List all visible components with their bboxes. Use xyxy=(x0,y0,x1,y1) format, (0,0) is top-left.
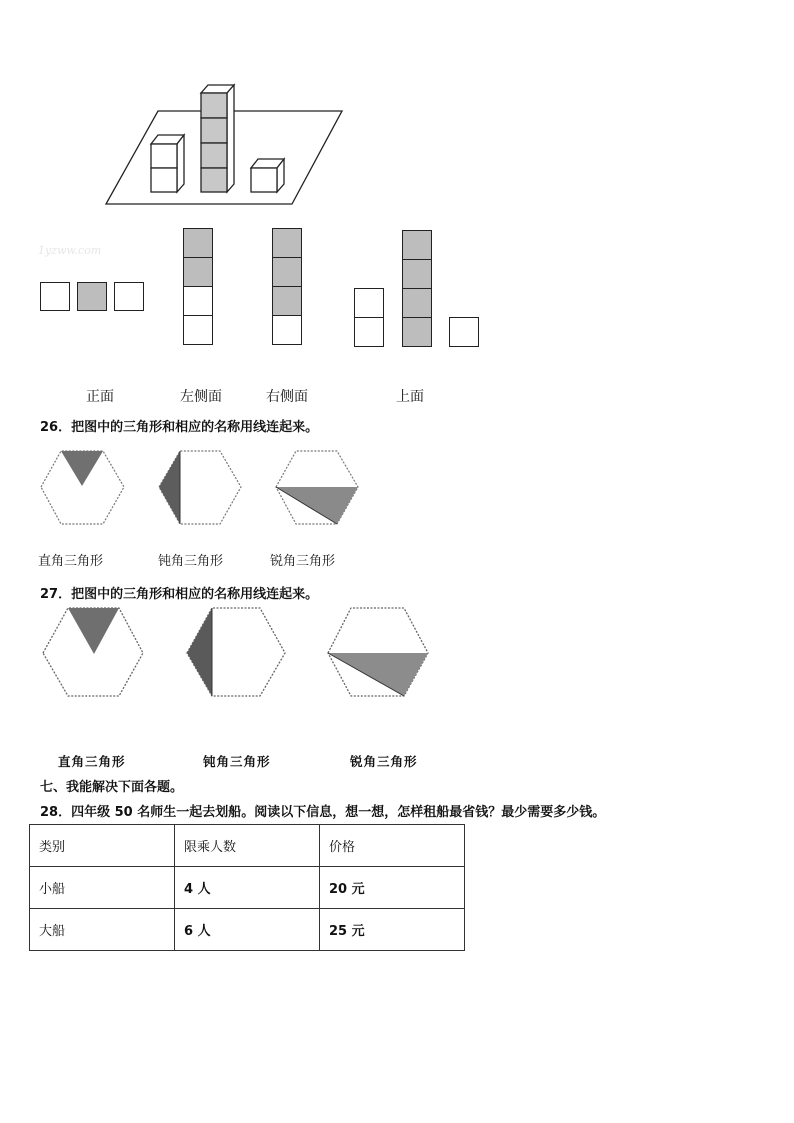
view-square-shaded xyxy=(272,286,302,316)
top-view-label: 上面 xyxy=(396,389,424,405)
view-square xyxy=(354,317,384,347)
table-header-cell: 价格 xyxy=(320,825,465,867)
view-square xyxy=(40,282,70,311)
table-cell: 6 人 xyxy=(175,909,320,951)
view-square-shaded xyxy=(77,282,107,311)
view-square-shaded xyxy=(402,288,432,318)
table-cell: 小船 xyxy=(30,867,175,909)
question-27: 27．把图中的三角形和相应的名称用线连起来。 xyxy=(40,587,319,602)
table-row xyxy=(30,909,465,951)
q26-name-right-triangle: 直角三角形 xyxy=(38,554,104,569)
table-header-row xyxy=(30,825,465,867)
table-header-cell: 类别 xyxy=(30,825,175,867)
table-cell: 20 元 xyxy=(320,867,465,909)
view-square-shaded xyxy=(402,230,432,260)
view-square xyxy=(272,315,302,345)
q27-name-acute-triangle: 锐角三角形 xyxy=(350,754,418,769)
view-square xyxy=(183,315,213,345)
q26-hexagons-figure xyxy=(38,448,368,528)
table-header-cell: 限乘人数 xyxy=(175,825,320,867)
table-row xyxy=(30,867,465,909)
q27-name-right-triangle: 直角三角形 xyxy=(58,754,126,769)
q27-name-obtuse-triangle: 钝角三角形 xyxy=(203,754,271,769)
view-square xyxy=(449,317,479,347)
view-square xyxy=(183,286,213,316)
view-square-shaded xyxy=(402,317,432,347)
view-square-shaded xyxy=(402,259,432,289)
view-square-shaded xyxy=(272,228,302,258)
cube-arrangement-figure xyxy=(100,80,350,210)
view-square-shaded xyxy=(272,257,302,287)
view-square-shaded xyxy=(183,228,213,258)
q27-hexagons-figure xyxy=(40,605,432,701)
front-view-label: 正面 xyxy=(86,389,114,405)
view-square-shaded xyxy=(183,257,213,287)
view-square xyxy=(114,282,144,311)
question-26: 26．把图中的三角形和相应的名称用线连起来。 xyxy=(40,420,319,435)
view-square xyxy=(354,288,384,318)
q26-name-obtuse-triangle: 钝角三角形 xyxy=(158,554,224,569)
question-28: 28．四年级 50 名师生一起去划船。阅读以下信息，想一想，怎样租船最省钱？最少需要多少钱。 xyxy=(40,805,606,820)
boat-rental-table xyxy=(29,824,465,951)
table-cell: 4 人 xyxy=(175,867,320,909)
q26-name-acute-triangle: 锐角三角形 xyxy=(270,554,336,569)
section-7-heading: 七、我能解决下面各题。 xyxy=(40,780,184,795)
left-view-label: 左侧面 xyxy=(180,389,222,405)
table-cell: 25 元 xyxy=(320,909,465,951)
table-cell: 大船 xyxy=(30,909,175,951)
right-view-label: 右侧面 xyxy=(266,389,308,405)
watermark: 1yzww.com xyxy=(38,244,102,257)
